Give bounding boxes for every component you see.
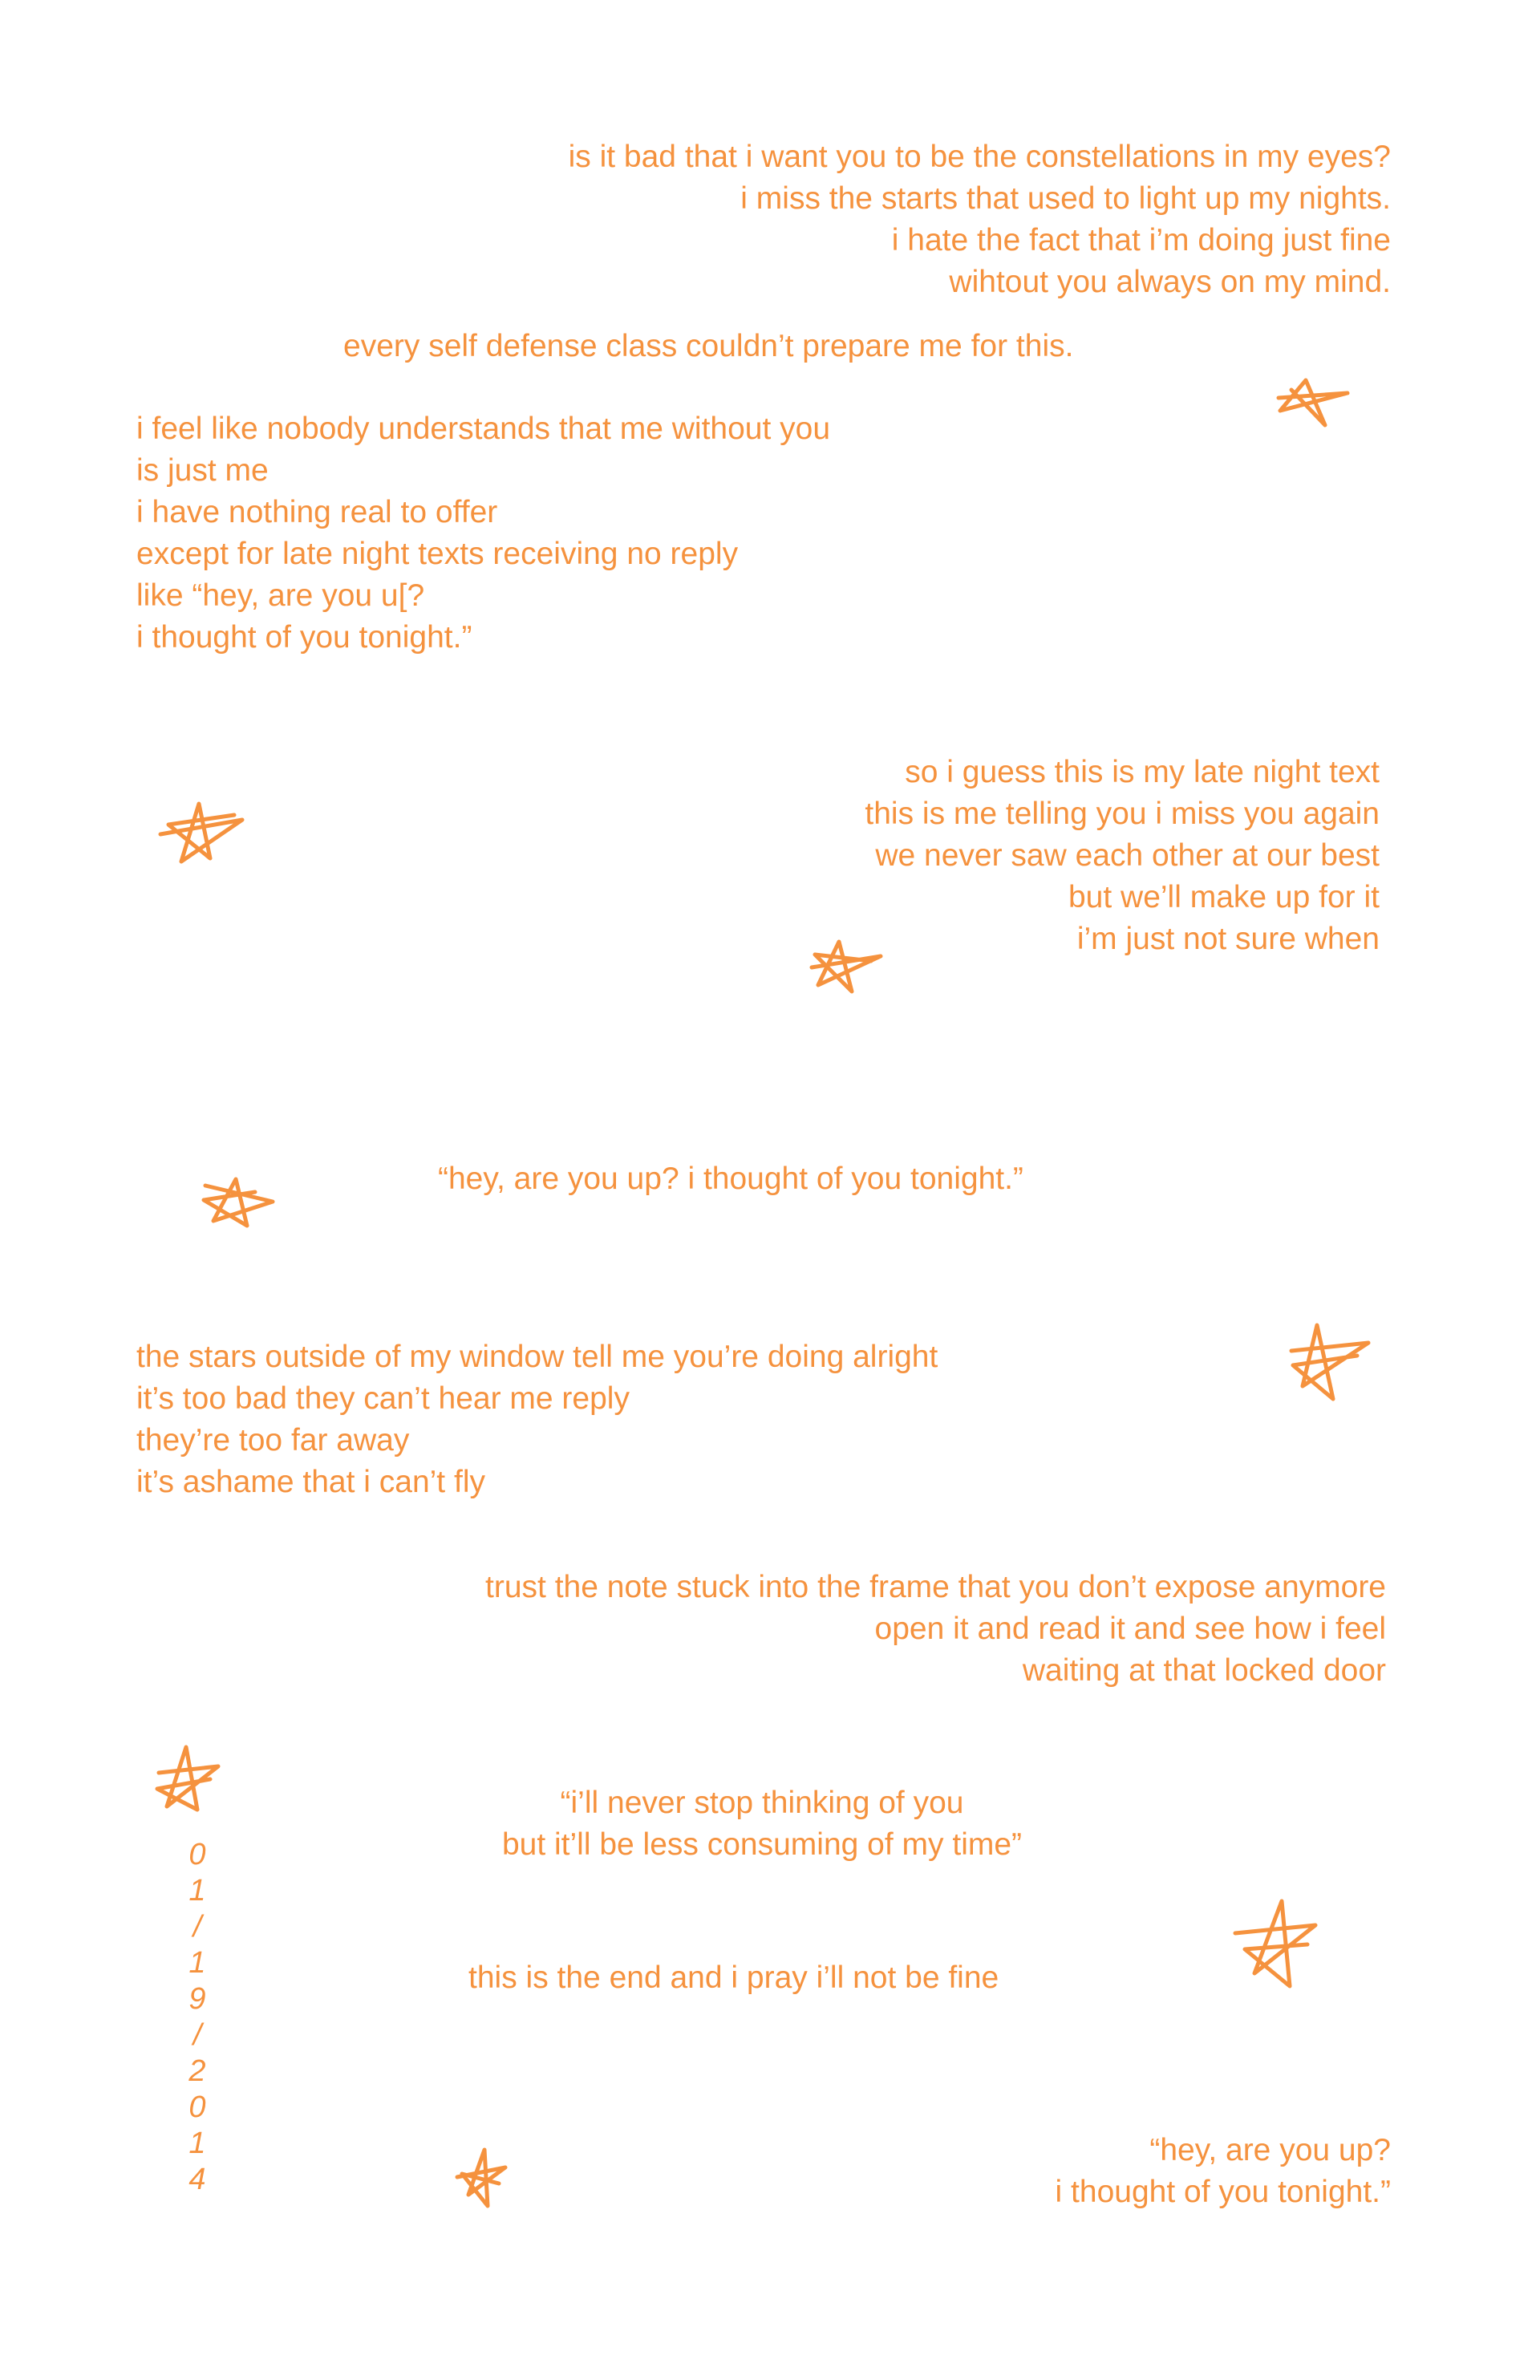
- poem-line: open it and read it and see how i feel: [874, 1612, 1386, 1646]
- poem-line: like “hey, are you u[?: [136, 578, 425, 613]
- star-icon: [807, 939, 884, 995]
- date-char: 1: [188, 1874, 206, 1908]
- poem-line: this is me telling you i miss you again: [865, 797, 1380, 831]
- poem-line: except for late night texts receiving no reply: [136, 537, 739, 571]
- poem-line: they’re too far away: [136, 1423, 410, 1458]
- vertical-date: [181, 1837, 213, 2198]
- poem-line-end: this is the end and i pray i’ll not be fine: [468, 1960, 999, 1995]
- date-char: 2: [188, 2054, 206, 2088]
- poem-line: i miss the starts that used to light up my nights.: [740, 181, 1391, 216]
- stanza-5: [485, 1567, 1386, 1692]
- poem-line: is it bad that i want you to be the constellations in my eyes?: [568, 140, 1391, 174]
- stanza-4: [136, 1336, 938, 1503]
- star-icon: [1274, 375, 1351, 432]
- poem-line: so i guess this is my late night text: [905, 755, 1380, 789]
- star-icon: [1230, 1896, 1320, 1991]
- star-icon: [199, 1173, 276, 1231]
- stanza-2: [136, 408, 830, 659]
- date-char: 1: [188, 2127, 206, 2160]
- stanza-1: [569, 136, 1391, 303]
- poem-line: is just me: [136, 453, 269, 488]
- poem-line: but we’ll make up for it: [1068, 880, 1380, 914]
- poem-line: i thought of you tonight.”: [1055, 2175, 1391, 2209]
- poem-line: the stars outside of my window tell me you’re doing alright: [136, 1340, 938, 1374]
- poem-line: it’s too bad they can’t hear me reply: [136, 1381, 630, 1416]
- poem-line-hey-center: “hey, are you up? i thought of you tonight.”: [438, 1162, 1023, 1196]
- poem-line: waiting at that locked door: [1022, 1653, 1386, 1688]
- star-icon: [152, 1742, 223, 1813]
- poem-line: i hate the fact that i’m doing just fine: [891, 223, 1391, 257]
- star-icon: [1285, 1322, 1373, 1402]
- poem-line: i have nothing real to offer: [136, 495, 498, 529]
- poem-line: but it’ll be less consuming of my time”: [501, 1827, 1023, 1862]
- poem-line: i’m just not sure when: [1076, 922, 1380, 956]
- poem-line: i feel like nobody understands that me without you: [136, 412, 831, 446]
- date-char: /: [192, 1910, 202, 1944]
- date-char: 4: [188, 2163, 206, 2196]
- stanza-6: [449, 1782, 1075, 1866]
- date-char: /: [192, 2018, 202, 2052]
- date-char: 0: [188, 1838, 206, 1871]
- poem-line: “i’ll never stop thinking of you: [560, 1786, 964, 1820]
- poem-line: “hey, are you up?: [1149, 2133, 1391, 2167]
- date-char: 0: [188, 2090, 206, 2124]
- star-icon: [157, 796, 245, 868]
- stanza-final: [1056, 2130, 1391, 2213]
- poem-line: it’s ashame that i can’t fly: [136, 1465, 485, 1499]
- date-char: 1: [188, 1946, 206, 1980]
- poem-line: trust the note stuck into the frame that you don’t expose anymore: [485, 1570, 1386, 1604]
- poem-line-self-defense: every self defense class couldn’t prepare me for this.: [343, 329, 1074, 363]
- stanza-3: [865, 752, 1380, 960]
- star-icon: [452, 2145, 510, 2209]
- poem-line: wihtout you always on my mind.: [949, 265, 1391, 299]
- date-char: 9: [188, 1982, 206, 2016]
- poem-line: i thought of you tonight.”: [136, 620, 472, 655]
- poem-line: we never saw each other at our best: [875, 838, 1380, 873]
